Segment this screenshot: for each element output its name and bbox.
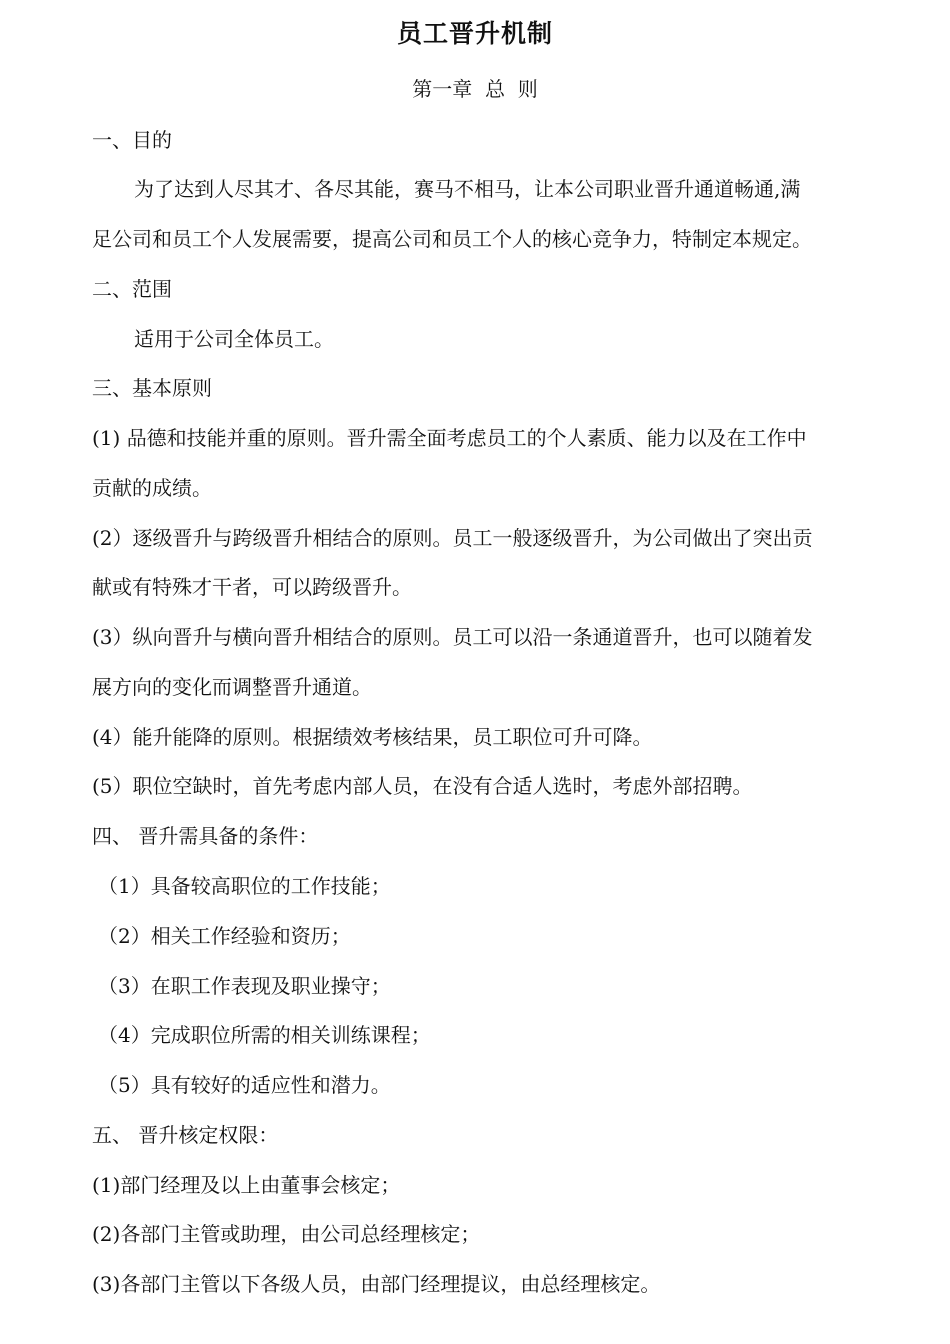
list-item: （4）完成职位所需的相关训练课程； [98, 1023, 431, 1047]
section-heading-principles: 三、基本原则 [92, 376, 212, 400]
paragraph-line: 为了达到人尽其才、各尽其能，赛马不相马，让本公司职业晋升通道畅通,满 [134, 177, 801, 201]
document-title: 员工晋升机制 [396, 19, 553, 48]
section-heading-authority: 五、 晋升核定权限： [92, 1123, 279, 1147]
section-heading-purpose: 一、目的 [92, 128, 172, 152]
section-heading-scope: 二、范围 [92, 277, 172, 301]
list-item: (1)部门经理及以上由董事会核定； [92, 1173, 401, 1197]
list-item-continuation: 展方向的变化而调整晋升通道。 [92, 675, 372, 699]
list-item: (2)各部门主管或助理，由公司总经理核定； [92, 1222, 481, 1246]
section-heading-conditions: 四、 晋升需具备的条件： [92, 824, 319, 848]
list-item: （2）相关工作经验和资历； [98, 924, 351, 948]
list-item: (3)各部门主管以下各级人员，由部门经理提议，由总经理核定。 [92, 1272, 661, 1296]
list-item: （5）具有较好的适应性和潜力。 [98, 1073, 391, 1097]
list-item: （1）具备较高职位的工作技能； [98, 874, 391, 898]
list-item-continuation: 献或有特殊才干者，可以跨级晋升。 [92, 575, 412, 599]
paragraph-line: 适用于公司全体员工。 [134, 327, 334, 351]
list-item: (1) 品德和技能并重的原则。晋升需全面考虑员工的个人素质、能力以及在工作中 [92, 426, 807, 450]
list-item: (5）职位空缺时，首先考虑内部人员，在没有合适人选时，考虑外部招聘。 [92, 774, 753, 798]
list-item: (4）能升能降的原则。根据绩效考核结果，员工职位可升可降。 [92, 725, 653, 749]
list-item-continuation: 贡献的成绩。 [92, 476, 212, 500]
chapter-heading: 第一章 总 则 [412, 77, 538, 101]
list-item: (2）逐级晋升与跨级晋升相结合的原则。员工一般逐级晋升，为公司做出了突出贡 [92, 526, 813, 550]
paragraph-line: 足公司和员工个人发展需要，提高公司和员工个人的核心竞争力，特制定本规定。 [92, 227, 812, 251]
list-item: (3）纵向晋升与横向晋升相结合的原则。员工可以沿一条通道晋升，也可以随着发 [92, 625, 813, 649]
list-item: （3）在职工作表现及职业操守； [98, 974, 391, 998]
